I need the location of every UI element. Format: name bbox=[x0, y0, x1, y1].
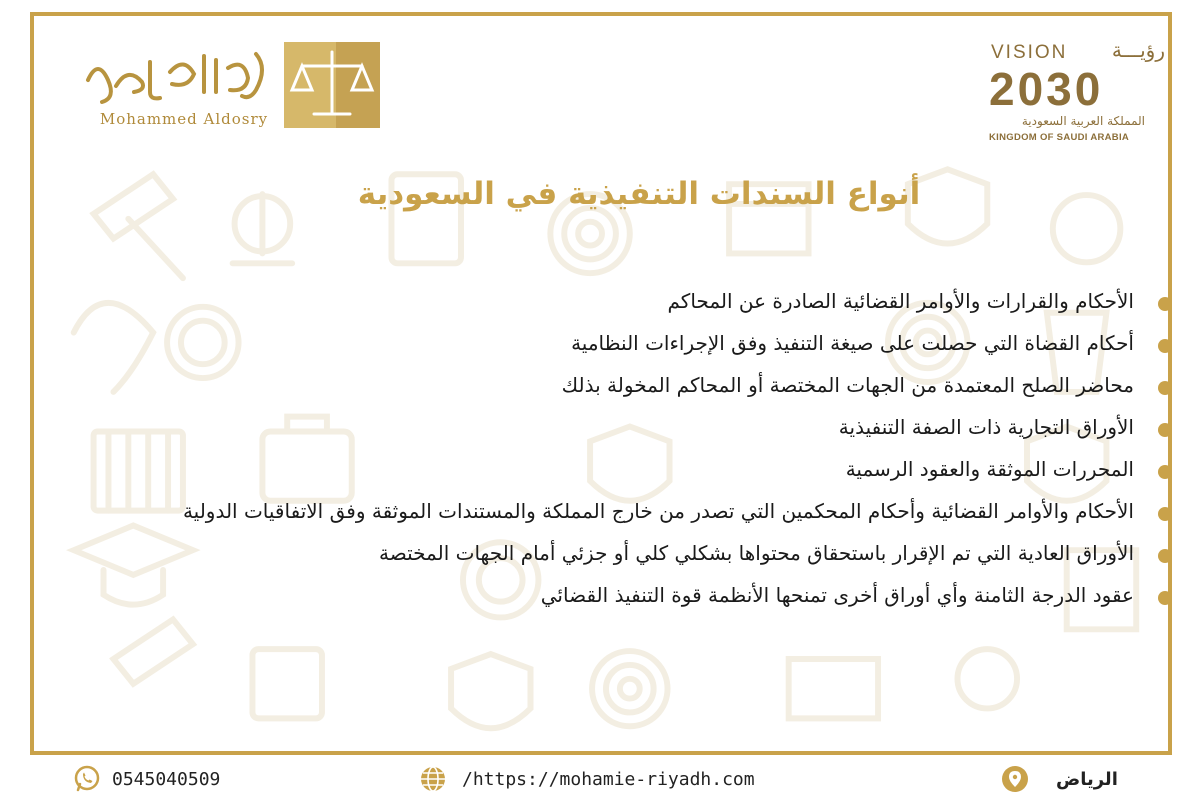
list-item bbox=[130, 364, 1180, 406]
list-item bbox=[130, 532, 1180, 574]
bullet-dot bbox=[1158, 507, 1172, 521]
website-contact[interactable] bbox=[418, 762, 755, 796]
list-item-text: الأوراق العادية التي تم الإقرار باستحقاق محتواها بشكلي كلي أو جزئي أمام الجهات المختصة bbox=[379, 541, 1134, 565]
brand-script-logo bbox=[80, 42, 275, 108]
bullet-dot bbox=[1158, 339, 1172, 353]
executive-documents-list bbox=[130, 280, 1180, 616]
list-item bbox=[130, 448, 1180, 490]
list-item-text: الأوراق التجارية ذات الصفة التنفيذية bbox=[838, 415, 1134, 439]
vision-label: VISION bbox=[991, 42, 1068, 63]
phone-contact[interactable] bbox=[72, 762, 220, 796]
contact-footer bbox=[0, 758, 1200, 800]
list-item-text: محاضر الصلح المعتمدة من الجهات المختصة أو المحاكم المخولة بذلك bbox=[561, 373, 1134, 397]
vision-year: 2030 bbox=[989, 63, 1104, 115]
bullet-dot bbox=[1158, 465, 1172, 479]
website-link[interactable]: /https://mohamie-riyadh.com bbox=[462, 768, 755, 790]
globe-icon bbox=[418, 764, 448, 794]
vision-2030-logo bbox=[989, 38, 1169, 148]
list-item-text: الأحكام والأوامر القضائية وأحكام المحكمين التي تصدر من خارج المملكة والمستندات الموثقة وفق الاتفاقيات الدولية bbox=[182, 499, 1134, 523]
page-title: أنواع السندات التنفيذية في السعودية bbox=[357, 176, 921, 212]
list-item bbox=[130, 490, 1180, 532]
bullet-dot bbox=[1158, 423, 1172, 437]
brand-latin-name: Mohammed Aldosry bbox=[99, 110, 269, 128]
content-frame bbox=[30, 12, 1172, 755]
list-item bbox=[130, 280, 1180, 322]
map-pin-icon bbox=[1000, 764, 1030, 794]
list-item-text: الأحكام والقرارات والأوامر القضائية الصادرة عن المحاكم bbox=[667, 289, 1134, 313]
bullet-dot bbox=[1158, 549, 1172, 563]
bullet-dot bbox=[1158, 381, 1172, 395]
list-item bbox=[130, 322, 1180, 364]
list-item-text: المحررات الموثقة والعقود الرسمية bbox=[845, 457, 1134, 481]
vision-row bbox=[989, 38, 1169, 64]
location-label: الرياض bbox=[1056, 768, 1118, 790]
bullet-dot bbox=[1158, 591, 1172, 605]
location-contact bbox=[1000, 762, 1118, 796]
brand-logo-left bbox=[80, 42, 380, 138]
kingdom-english: KINGDOM OF SAUDI ARABIA bbox=[989, 132, 1130, 143]
vision-arabic-label: رؤيـــة bbox=[1111, 38, 1165, 62]
list-item bbox=[130, 406, 1180, 448]
whatsapp-icon bbox=[72, 764, 102, 794]
bullet-dot bbox=[1158, 297, 1172, 311]
list-item-text: أحكام القضاة التي حصلت على صيغة التنفيذ وفق الإجراءات النظامية bbox=[571, 331, 1134, 355]
kingdom-arabic: المملكة العربية السعودية bbox=[1021, 114, 1145, 128]
scales-of-justice-icon bbox=[284, 42, 380, 128]
list-item-text: عقود الدرجة الثامنة وأي أوراق أخرى تمنحها الأنظمة قوة التنفيذ القضائي bbox=[540, 583, 1134, 607]
phone-number[interactable]: 0545040509 bbox=[112, 768, 221, 790]
list-item bbox=[130, 574, 1180, 616]
